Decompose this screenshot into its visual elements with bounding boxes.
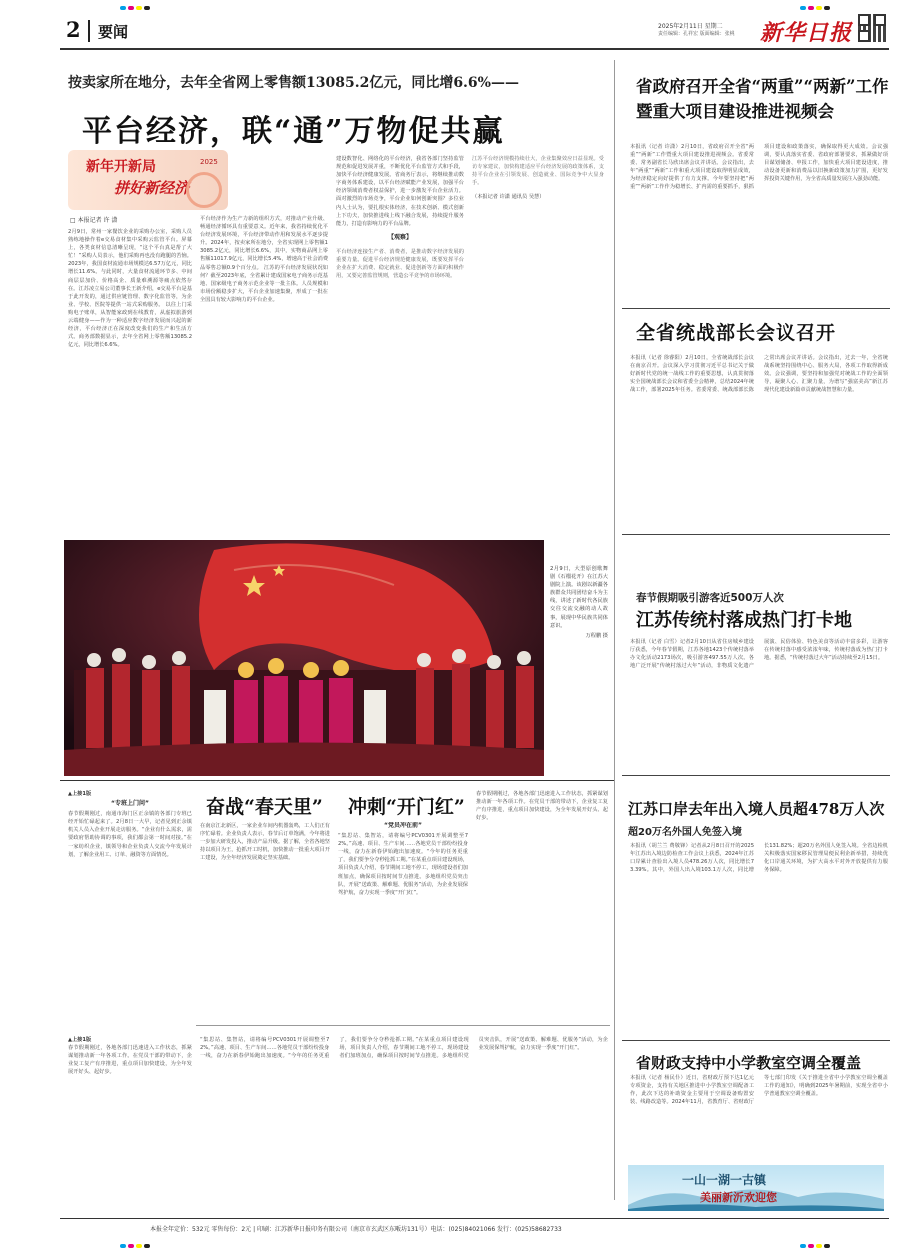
qr-code-icon <box>858 14 886 42</box>
right-port-body-text: 本报讯（胡兰兰 费敬锋）记者从2月8日召开的2025年江苏出入境边防检查工作会议上获悉，2024年江苏口岸累计查验出入境人员478.26万人次，同比增长73.39%。其中，外国人出入境103.1万人次，同比增长131.82%；超20万名外国人免签入境。全省边检机关积极落实国家移民管理局便民利企新举措，持续优化口岸通关环境，为扩大高水平对外开放提供有力服务保障。 <box>630 843 888 874</box>
lower-section-rule <box>60 780 614 781</box>
bottom-from-label: ▲上接1版 <box>68 1037 92 1043</box>
right-culture-body <box>630 638 888 768</box>
xinyi-ad <box>628 1165 884 1211</box>
right-mid-body <box>630 354 888 530</box>
lead-col-4 <box>472 155 604 520</box>
right-culture-body-text: 本报讯（记者 白雪）记者2月10日从省住房城乡建设厅获悉，今年春节假期，江苏各地1423个传统村落举办文化活动2173场次，吸引游客497.55万人次。各地广泛开展“传统村落过大年”活动，非物质文化遗产展演、民俗体验、特色美食等活动丰富多彩，让游客在传统村落中感受浓浓年味，传统村落成为热门打卡地。据悉，“传统村落过大年”活动持续至2月15日。 <box>630 639 888 670</box>
right-sep-2 <box>622 534 890 535</box>
right-port-headline: 江苏口岸去年出入境人员超478万人次 <box>628 800 885 818</box>
new-year-banner <box>68 150 228 210</box>
right-mid-headline: 全省统战部长会议召开 <box>636 322 837 344</box>
page-header <box>58 14 888 50</box>
page-number: 2 <box>66 17 81 42</box>
lower-headline-a: 奋战“春天里” <box>206 796 323 818</box>
lead-body-2: 以往上门采购电子账单，从智能家政到在线教育，从虚拟旅游到云端健身——作为一种适应数字经济发展而兴起的新经济，平台经济正在深度改变我们的生产和生活方式。商务部数据显示，去年全省网上零售额13085.2亿元，同比增长6.6%。 <box>68 301 192 349</box>
door-from-label: ▲上接1版 <box>68 791 92 797</box>
header-divider-icon <box>88 20 90 42</box>
center-body: “集思站、集智站，请将编号PCV0301开展调整至72%。”高速、项目、生产车间……各地党员干部纷纷投身一线，奋力在新春伊始跑出加速度。“今年的任务更重了，我们要争分夺秒抢抓工期。”在某重点项目建设现场，项目负责人介绍，春节期间工地不停工，现场建设者们加班加点，确保项目按时间节点推进。多地组织党员突击队，开展“送政策、解难题、优服务”活动，为企业发展保驾护航，奋力实现一季度“开门红”。 <box>338 833 468 896</box>
masthead-logo: 新华日报 <box>760 20 853 46</box>
right-sep-1 <box>622 308 890 309</box>
header-date: 2025年2月11日 星期二 <box>658 23 723 30</box>
header-editors: 责任编辑：孔祥宏 版面编辑：张桃 <box>658 31 735 37</box>
door-body: 春节假期刚过，南通市海门区正余镇的各部门专班已经开始忙碌起来了。2月8日一大早，记者见到正余镇机关人员入企业开展走访服务。“企业有什么需求，需要政府帮助协调的事项，我们都会第一时间对接。”在一家纺织企业，镇领导和企业负责人交流今年发展计划，了解企业用工、订单、融资等方面情况。 <box>68 811 192 858</box>
right-port-subhead: 超20万名外国人免签入境 <box>628 827 742 838</box>
observe-text: 平台经济连接生产者、消费者，是推动数字经济发展的重要力量。促进平台经济规范健康发展，既要发挥平台企业在扩大消费、稳定就业、促进创新等方面的积极作用，又要完善监管规则，营造公平竞争的市场环境。 <box>336 248 464 280</box>
photo-caption <box>550 565 608 775</box>
lead-body-1: 2月9日，常州一家餐饮企业的采购办公室，采购人员熟练地操作着e交易食材集中采购云监管平台。屏幕上，各类食材信息清晰呈现，“这个平台真是帮了大忙！”采购人员表示，他们采购再也没有跑腿的苦恼。2023年，我国食材流通市场规模达6.57万亿元，同比增长11.6%。与此同时，大量食材流通环节多、中间商层层加价、价格高企、质量难溯源等痛点依然存在。江苏凌立易公司董事长王新介绍，e交易平台是基于此开发的，通过供应链管理、数字化监管等，为企业、学校、医院等提供一站式采购服务。 <box>68 229 192 308</box>
center-col-2 <box>338 822 468 1022</box>
lead-body-5: 建设数智化、网络化的平台经济，我省各部门坚持监管规范和促进发展并重，不断优化平台监管方式和手段，加快平台经济健康发展。省商务厅表示，将继续推动数字商务体系建设，以平台经济赋能产业发展，加强平台经济领域消费者权益保护，进一步激发平台企业活力。 <box>336 156 464 195</box>
right-column-divider <box>614 60 615 1200</box>
lower-sep <box>196 1025 610 1026</box>
ad-line2: 美丽新沂欢迎您 <box>700 1191 777 1204</box>
color-marks-top-left <box>120 6 150 10</box>
right-port-body <box>630 842 888 1022</box>
right-top-body <box>630 143 888 301</box>
right-school-headline: 省财政支持中小学教室空调全覆盖 <box>636 1054 862 1072</box>
lead-byline: □ 本报记者 许 潇 <box>70 217 118 224</box>
right-sep-4 <box>622 1040 890 1041</box>
center-col-1 <box>200 822 330 1022</box>
lead-body-4: 江苏的平台经济发展状况如何？截至2023年底，全省累计建成国家电子商务示范基地、国家级电子商务示范企业等一批主体。人员规模和市场份额稳步扩大，平台企业加速集聚，形成了一批在全国具有较大影响力的平台企业。 <box>200 264 328 303</box>
photo-caption-text: 2月9日，大型原创歌舞剧《石榴花开》在江苏大剧院上演。该剧以新疆各族群众共同团结奋斗为主线，讲述了新时代各民族交往交流交融的动人故事，展现中华民族共同体意识。 <box>550 566 608 629</box>
header-rule <box>60 48 889 50</box>
color-marks-bottom-left <box>120 1244 150 1248</box>
banner-line2: 拼好新经济 <box>114 179 190 197</box>
section-title: 要闻 <box>98 23 129 41</box>
color-marks-top-right <box>800 6 830 10</box>
right-culture-headline: 江苏传统村落成热门打卡地 <box>636 610 852 631</box>
right-sep-3 <box>622 775 890 776</box>
bottom-body-2-text: “集思站、集智站，请将编号PCV0301开展调整至72%。”高速、项目、生产车间……各地党员干部纷纷投身一线，奋力在新春伊始跑出加速度。“今年的任务更重了，我们要争分夺秒抢抓工期。”在某重点项目建设现场，项目负责人介绍，春节期间工地不停工，现场建设者们加班加点，确保项目按时间节点推进。多地组织党员突击队，开展“送政策、解难题、优服务”活动，为企业发展保驾护航，奋力实现一季度“开门红”。 <box>200 1037 608 1060</box>
lead-col-3 <box>336 155 464 535</box>
bottom-col-1 <box>68 1036 192 1212</box>
observe-tag: 【观察】 <box>387 233 412 241</box>
right-school-body-text: 本报讯（记者 杨民仆）近日，省财政厅预下达1亿元专项资金，支持有关地区推进中小学教室空调配备工作，此次下达的补助资金主要用于空调设备购置安装、线路改造等。2024年11月，省教育厅、省财政厅等七部门印发《关于推进全省中小学教室空调全覆盖工作的通知》，明确到2025年暑期前，实现全省中小学普通教室空调全覆盖。 <box>630 1075 888 1106</box>
lead-headline: 平台经济，联“通”万物促共赢 <box>82 114 505 149</box>
lead-signoff: （本报记者 许潇 通讯员 吴慧） <box>472 194 545 201</box>
ad-line1: 一山一湖一古镇 <box>682 1173 767 1187</box>
lead-col-1 <box>68 228 192 534</box>
banner-year: 2025 <box>200 158 218 166</box>
center-body-2: 在南京江北新区，一家企业车间内机器轰鸣，工人们正有序忙碌着。企业负责人表示，春节后订单饱满，今年将进一步加大研发投入，推动产品升级。据了解，全省各地坚持以项目为王，抢抓开工时机，加快推动一批重大项目开工建设，为全年经济发展奠定坚实基础。 <box>200 823 330 862</box>
lead-kicker: 按卖家所在地分，去年全省网上零售额13085.2亿元，同比增6.6%—— <box>68 75 519 91</box>
right-top-headline: 省政府召开全省“两重”“两新”工作暨重大项目建设推进视频会 <box>636 77 889 121</box>
lead-body-7: 江苏平台经济规模持续壮大，企业集聚效应日益显现。受访专家建议，加快构建适应平台经济发展的政策体系，支持平台企业在引领发展、创造就业、国际竞争中大显身手。 <box>472 156 604 187</box>
lower-headline-b: 冲刺“开门红” <box>348 796 465 818</box>
footer-text: 本报全年定价：532元 零售每份：2元 | 印刷：江苏新华日报印务有限公司（南京市玄武区东畈坊131号）电话：(025)84021066 发行：(025)58682733 <box>150 1226 562 1233</box>
photo-credit: 万程鹏 摄 <box>585 632 608 639</box>
banner-swirl-icon <box>186 172 222 208</box>
plan-title: “党员冲在前” <box>384 822 422 829</box>
right-culture-kicker: 春节假期吸引游客近500万人次 <box>636 592 784 604</box>
bottom-col-2 <box>200 1036 608 1212</box>
center-body-repeat: 春节假期刚过，各地各部门迅速进入工作状态，抓紧谋划推动新一年各项工作。在党员干部的带动下，企业复工复产有序推进，重点项目加快建设，为全年发展开好头、起好步。 <box>476 791 608 822</box>
right-mid-body-text: 本报讯（记者 徐睿阳）2月10日，全省统战部长会议在南京召开。会议深入学习贯彻习近平总书记关于做好新时代党的统一战线工作的重要思想，认真贯彻落实全国统战部长会议和省委全会精神，总结2024年统战工作，部署2025年任务。省委常委、统战部部长陈之常出席会议并讲话。会议指出，过去一年，全省统战系统坚持围绕中心、服务大局，各项工作取得新成效。会议强调，要坚持和加强党对统战工作的全面领导，凝聚人心、汇聚力量，为谱写“强富美高”新江苏现代化建设新篇章贡献统战智慧和力量。 <box>630 355 888 394</box>
bottom-body-text: 春节假期刚过，各地各部门迅速进入工作状态，抓紧谋划推动新一年各项工作。在党员干部的带动下，企业复工复产有序推进，重点项目加快建设，为全年发展开好头、起好步。 <box>68 1045 192 1076</box>
door-title: “专班上门问” <box>111 800 149 808</box>
lead-body-6: 面对激烈的市场竞争，平台企业如何创新突围？多位业内人士认为，要扎根实体经济，在技术创新、模式创新上下功夫，加快推进线上线下融合发展，持续提升服务能力，打造有影响力的平台品牌。 <box>336 196 464 227</box>
lead-body-3: 平台经济作为生产力新的组织方式，对推动产业升级、畅通经济循环具有重要意义。近年来，我省持续优化平台经济发展环境，平台经济带动作用和发展水平逐步提升。2024年，按卖家所在地分，全省实现网上零售额13085.2亿元，同比增长6.6%，其中，实物商品网上零售额11017.9亿元，同比增长5.4%，增速高于社会消费品零售总额0.9个百分点。 <box>200 216 328 271</box>
banner-line1: 新年开新局 <box>86 159 156 175</box>
footer-rule <box>60 1218 889 1219</box>
photo-illustration <box>64 540 544 776</box>
dance-photo <box>64 540 544 776</box>
lead-col-2 <box>200 215 328 535</box>
center-col-3 <box>476 790 608 1022</box>
right-top-body-text: 本报讯（记者 许潇）2月10日，省政府召开全省“两重”“两新”工作暨重大项目建设推进视频会。省委常委、常务副省长马欣出席会议并讲话。会议指出，去年“两重”“两新”工作和重大项目建设取得明显成效，为经济稳定向好提供了有力支撑。今年要坚持把“两重”“两新”工作作为稳增长、扩内需的重要抓手，狠抓项目建设和政策落实，确保取得更大成效。会议强调，要认真落实省委、省政府部署要求，抓紧做好项目谋划储备、申报工作，加快重大项目建设进度，推动设备更新和消费品以旧换新政策加力扩围，更好发挥投资关键作用，为全省高质量发展注入强劲动能。 <box>630 144 888 191</box>
color-marks-bottom-right <box>800 1244 830 1248</box>
